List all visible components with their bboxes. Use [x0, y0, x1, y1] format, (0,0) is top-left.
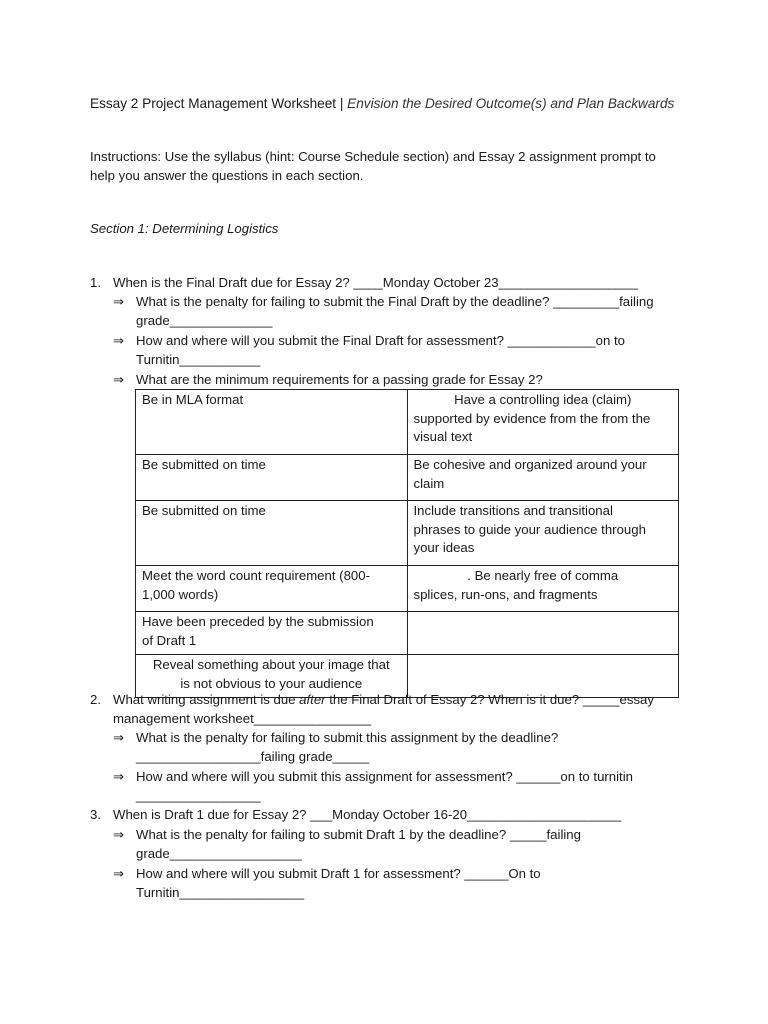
q2-text-post: the Final Draft of Essay 2? When is it due? _____essay	[325, 692, 654, 707]
cell-text: 1,000 words)	[142, 586, 219, 602]
cell-text: Be submitted on time	[142, 503, 266, 518]
q2-b-line-1: How and where will you submit this assignment for assessment? ______on to turnitin	[136, 769, 633, 784]
table-row	[136, 390, 679, 455]
cell-text: Be submitted on time	[142, 457, 266, 472]
table-cell	[407, 455, 679, 501]
cell-text: splices, run-ons, and fragments	[413, 586, 598, 602]
q3-b-line-2: Turnitin_________________	[136, 885, 305, 900]
cell-text: Have been preceded by the submission	[142, 614, 374, 629]
table-row	[136, 455, 679, 501]
q1-c-line-1: What are the minimum requirements for a passing grade for Essay 2?	[136, 372, 543, 387]
q3-a-line-1: What is the penalty for failing to submit Draft 1 by the deadline? _____failing	[136, 827, 581, 842]
title-main: Essay 2 Project Management Worksheet |	[90, 96, 344, 111]
cell-text: is not obvious to your audience	[180, 675, 363, 691]
table-cell	[136, 455, 408, 501]
arrow-icon: ⇒	[113, 294, 125, 309]
cell-text: supported by evidence from the from the	[413, 410, 651, 426]
q3-a-line-2: grade__________________	[136, 846, 302, 861]
table-cell	[407, 501, 679, 566]
title-subtitle: Envision the Desired Outcome(s) and Plan Backwards	[347, 96, 675, 111]
q2-text-em: after	[299, 692, 326, 707]
table-row	[136, 501, 679, 566]
q1-b-line-2: Turnitin___________	[136, 352, 261, 367]
cell-text: your ideas	[413, 540, 475, 556]
cell-text: Be cohesive and organized around your	[413, 457, 647, 472]
q2-number: 2.	[90, 692, 101, 707]
instructions-line-1: Instructions: Use the syllabus (hint: Course Schedule section) and Essay 2 assignment prompt to	[90, 149, 656, 164]
table-cell	[407, 612, 679, 655]
cell-text: Meet the word count requirement (800-	[142, 568, 370, 583]
cell-text: . Be nearly free of comma	[467, 568, 619, 583]
cell-text: visual text	[413, 429, 473, 445]
cell-text: of Draft 1	[142, 632, 197, 648]
table-cell	[136, 566, 408, 612]
worksheet-title	[90, 94, 674, 113]
cell-text: Include transitions and transitional	[413, 503, 613, 518]
section-1-heading: Section 1: Determining Logistics	[90, 221, 279, 236]
q3-number: 3.	[90, 807, 101, 822]
table-row	[136, 612, 679, 655]
arrow-icon: ⇒	[113, 372, 125, 387]
cell-text: Reveal something about your image that	[152, 657, 390, 673]
requirements-table	[135, 389, 679, 698]
table-cell	[136, 612, 408, 655]
table-cell	[407, 566, 679, 612]
table-row	[136, 566, 679, 612]
q1-a-line-1: What is the penalty for failing to submit the Final Draft by the deadline? _________failing	[136, 294, 654, 309]
arrow-icon: ⇒	[113, 730, 125, 745]
q3-b-line-1: How and where will you submit Draft 1 for assessment? ______On to	[136, 866, 541, 881]
q2-line-2: management worksheet________________	[113, 711, 372, 726]
q2-text	[113, 690, 654, 709]
table-cell	[136, 501, 408, 566]
arrow-icon: ⇒	[113, 827, 125, 842]
q2-a-line-2: _________________failing grade_____	[136, 749, 370, 764]
q1-b-line-1: How and where will you submit the Final Draft for assessment? ____________on to	[136, 333, 625, 348]
q1-text: When is the Final Draft due for Essay 2? ____Monday October 23___________________	[113, 275, 638, 290]
cell-text: Have a controlling idea (claim)	[454, 392, 632, 407]
q2-text-pre: What writing assignment is due	[113, 692, 300, 707]
q2-a-line-1: What is the penalty for failing to submit this assignment by the deadline?	[136, 730, 559, 745]
q1-number: 1.	[90, 275, 101, 290]
table-cell	[407, 390, 679, 455]
q2-b-line-2: _________________	[136, 788, 261, 803]
arrow-icon: ⇒	[113, 866, 125, 881]
q1-a-line-2: grade______________	[136, 313, 273, 328]
q3-text: When is Draft 1 due for Essay 2? ___Monday October 16-20_____________________	[113, 807, 622, 822]
cell-text: phrases to guide your audience through	[413, 521, 646, 537]
cell-text: Be in MLA format	[142, 392, 244, 407]
instructions-line-2: help you answer the questions in each section.	[90, 168, 364, 183]
arrow-icon: ⇒	[113, 333, 125, 348]
arrow-icon: ⇒	[113, 769, 125, 784]
cell-text: claim	[413, 475, 445, 491]
table-cell	[136, 390, 408, 455]
